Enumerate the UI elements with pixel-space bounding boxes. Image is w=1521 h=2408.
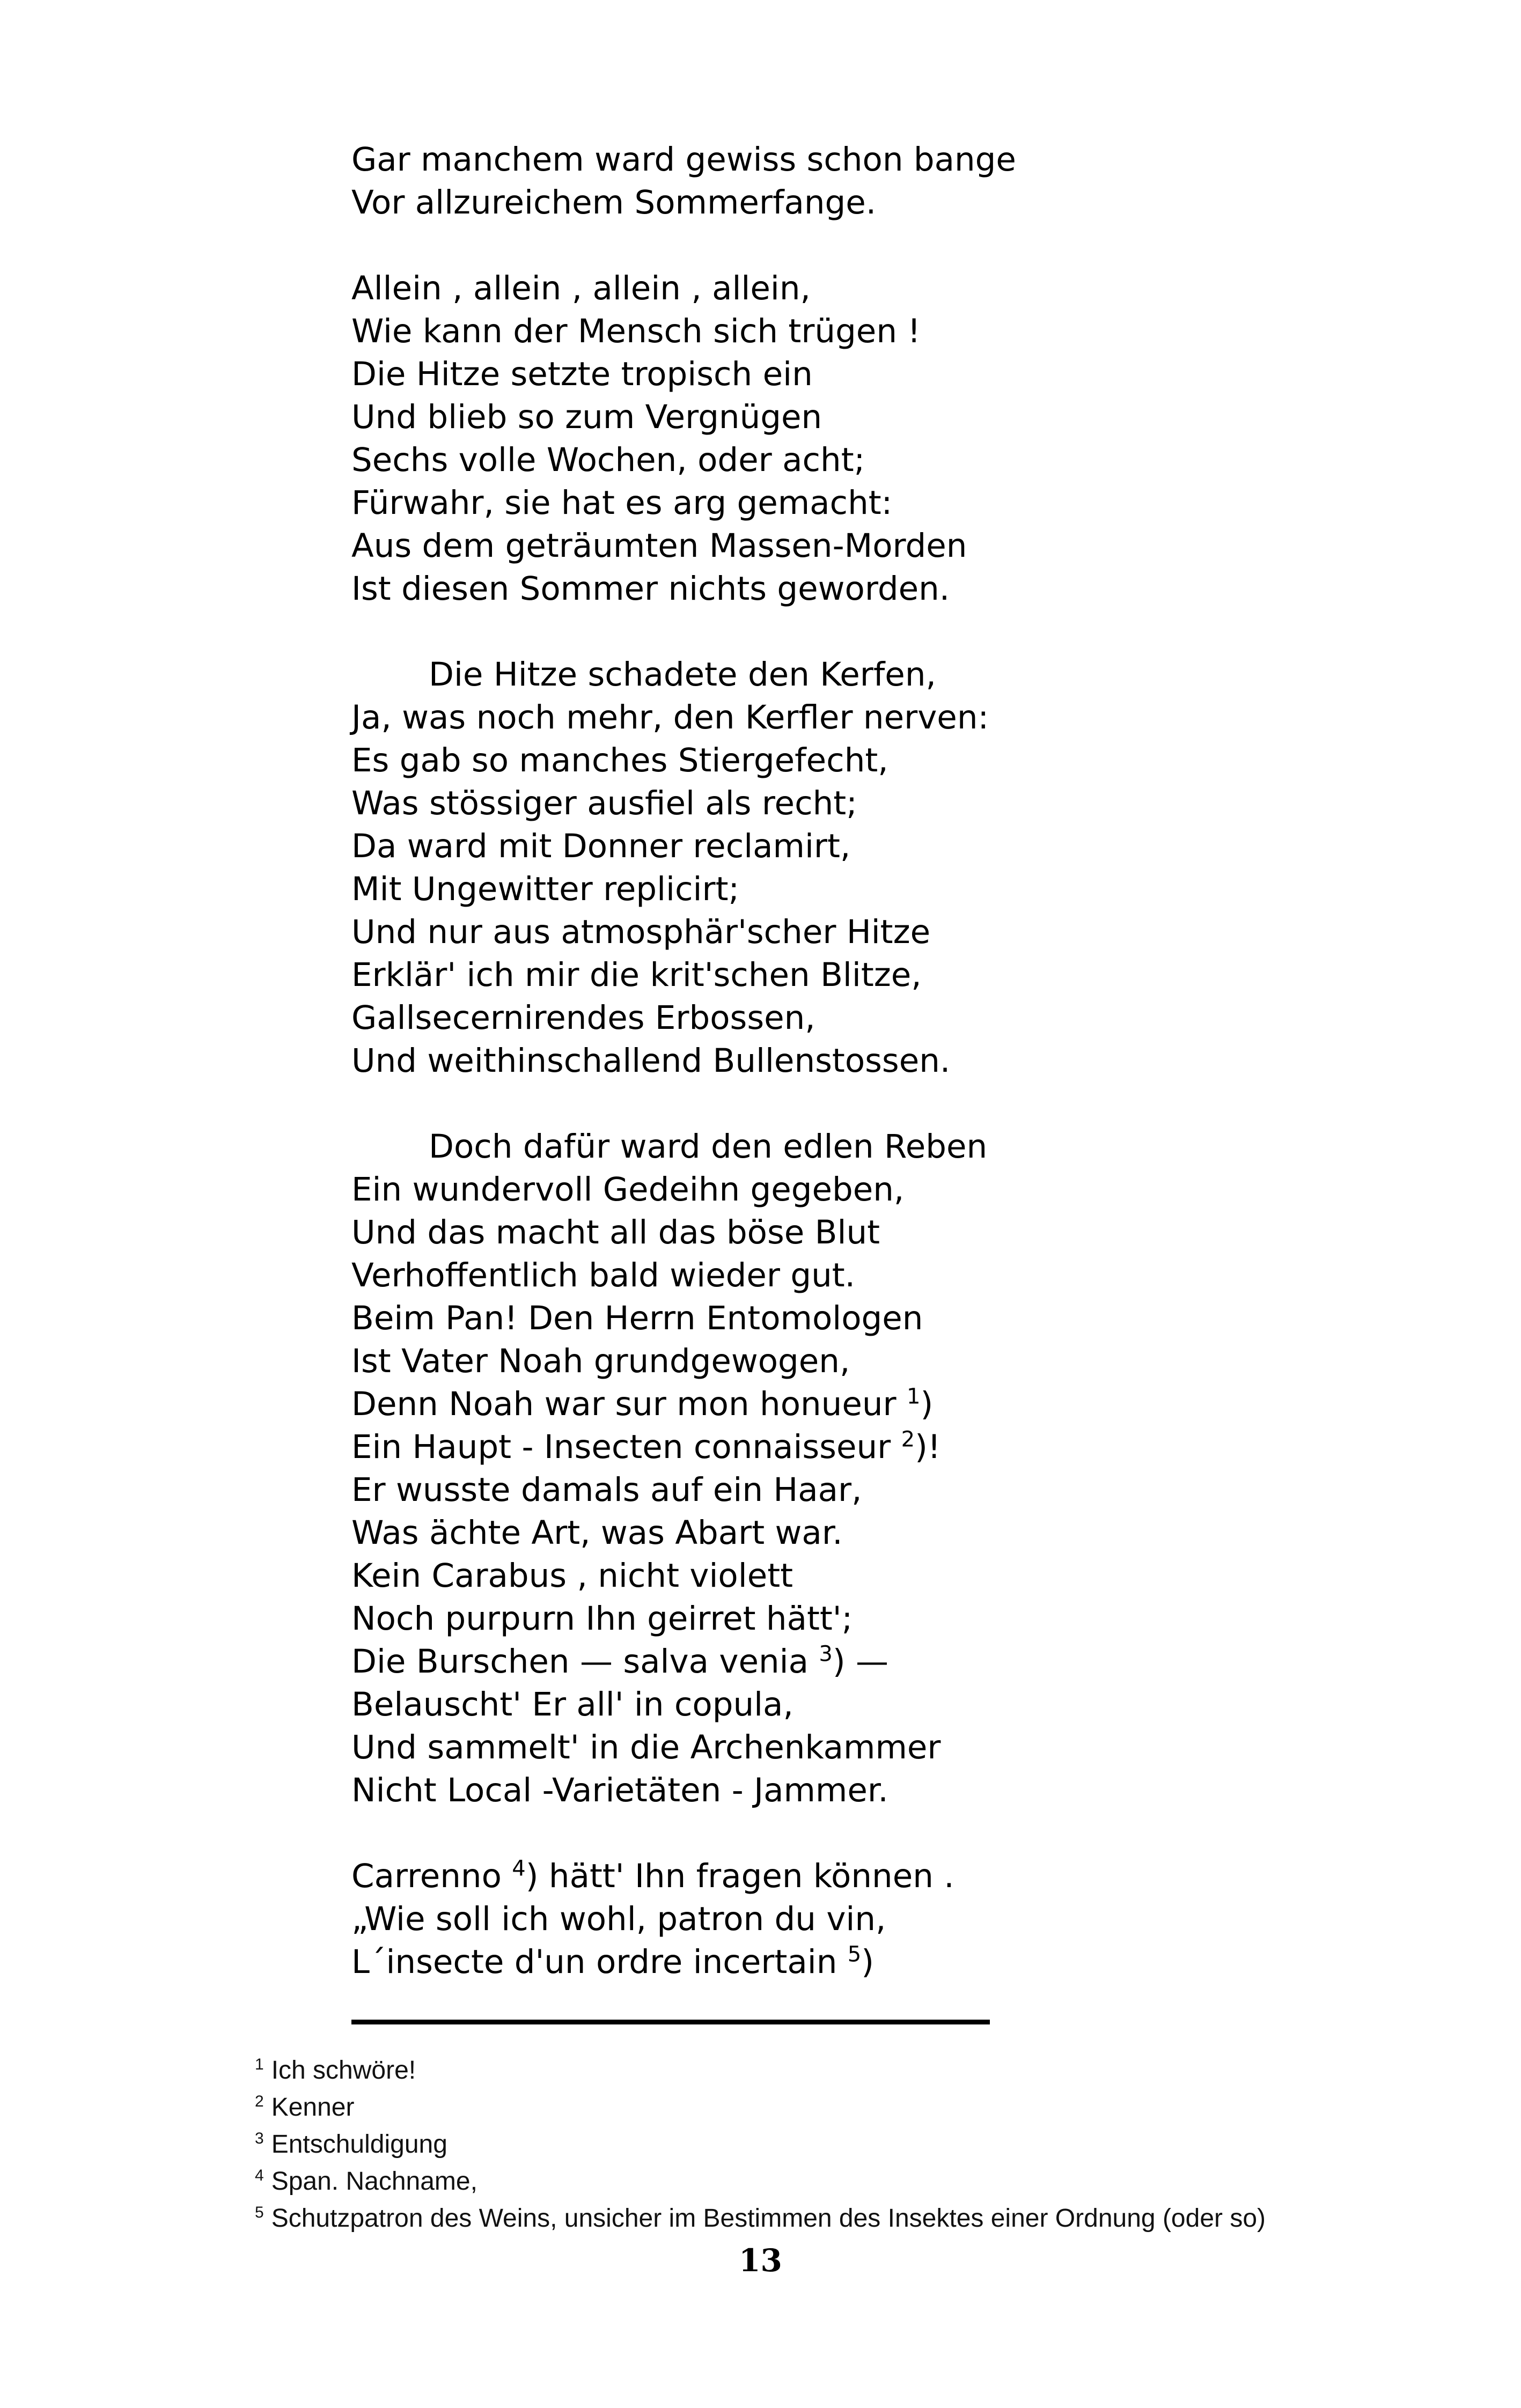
stanza — [351, 267, 1210, 610]
poem-line-text: Mit Ungewitter replicirt; — [351, 870, 740, 908]
poem-line — [351, 1168, 1210, 1211]
poem-line-text: Sechs volle Wochen, oder acht; — [351, 441, 865, 479]
poem-line — [351, 782, 1210, 825]
poem-line-text: Doch dafür ward den edlen Reben — [429, 1128, 988, 1166]
footnote-number: 3 — [255, 2130, 264, 2147]
poem-line — [351, 739, 1210, 782]
poem-line-text: Die Hitze schadete den Kerfen, — [429, 656, 936, 694]
poem-line-text: Und weithinschallend Bullenstossen. — [351, 1042, 951, 1080]
poem-line-text: Was ächte Art, was Abart war. — [351, 1514, 843, 1552]
footnote-item — [255, 2052, 1435, 2089]
poem-line-text: Noch purpurn Ihn geirret hätt'; — [351, 1600, 853, 1638]
poem-line-text: Ein Haupt - Insecten connaisseur — [351, 1428, 901, 1466]
poem-line — [351, 1211, 1210, 1254]
poem-line — [351, 1040, 1210, 1083]
poem-line — [351, 310, 1210, 353]
poem-line-text: „Wie soll ich wohl, patron du vin, — [351, 1900, 886, 1938]
poem-line — [351, 1340, 1210, 1383]
poem-line-text: Aus dem geträumten Massen-Morden — [351, 527, 967, 565]
poem-line — [351, 653, 1210, 696]
poem-line — [351, 396, 1210, 439]
footnote-marker: 5 — [847, 1942, 862, 1967]
poem-line — [351, 1683, 1210, 1726]
poem-line — [351, 1941, 1210, 1984]
poem-line-text: Fürwahr, sie hat es arg gemacht: — [351, 484, 893, 522]
poem-line-trailing-text: )! — [915, 1428, 941, 1466]
footnote-marker: 1 — [907, 1384, 921, 1409]
footnote-number: 2 — [255, 2093, 264, 2110]
footnote-text: Kenner — [271, 2093, 355, 2122]
poem-line-text: Nicht Local -Varietäten - Jammer. — [351, 1771, 888, 1809]
footnote-number: 4 — [255, 2167, 264, 2184]
stanza — [351, 1855, 1210, 1984]
poem-line-text: Da ward mit Donner reclamirt, — [351, 827, 851, 865]
footnote-marker: 2 — [901, 1427, 915, 1452]
poem-line — [351, 1383, 1210, 1426]
poem-line — [351, 568, 1210, 610]
poem-line-text: Denn Noah war sur mon honueur — [351, 1385, 907, 1423]
footnote-marker: 3 — [819, 1641, 833, 1667]
footnote-item — [255, 2126, 1435, 2163]
poem-line — [351, 1640, 1210, 1683]
poem-line-text: Die Hitze setzte tropisch ein — [351, 355, 813, 393]
page-number: 13 — [739, 2242, 782, 2279]
poem-line-text: Es gab so manches Stiergefecht, — [351, 741, 888, 779]
poem-line-trailing-text: ) hätt' Ihn fragen können . — [525, 1857, 954, 1895]
poem-line — [351, 138, 1210, 181]
poem-line-text: Verhoffentlich bald wieder gut. — [351, 1256, 856, 1294]
poem-line — [351, 525, 1210, 568]
poem-line — [351, 1512, 1210, 1555]
poem-line-text: Beim Pan! Den Herrn Entomologen — [351, 1299, 923, 1337]
poem-line — [351, 1426, 1210, 1469]
poem-line-text: Ja, was noch mehr, den Kerfler nerven: — [351, 698, 989, 737]
poem-line-text: Allein , allein , allein , allein, — [351, 269, 811, 307]
poem-line-trailing-text: ) — [861, 1943, 875, 1981]
poem-line-text: L´insecte d'un ordre incertain — [351, 1943, 848, 1981]
stanza — [351, 653, 1210, 1083]
poem-line — [351, 1469, 1210, 1512]
poem-line — [351, 1726, 1210, 1769]
poem-line-text: Er wusste damals auf ein Haar, — [351, 1471, 862, 1509]
footnote-number: 5 — [255, 2204, 264, 2221]
footnote-number: 1 — [255, 2056, 264, 2073]
poem-line-text: Und blieb so zum Vergnügen — [351, 398, 822, 436]
footnote-item — [255, 2089, 1435, 2126]
poem-line-text: Und das macht all das böse Blut — [351, 1213, 880, 1251]
stanza — [351, 138, 1210, 224]
poem-line — [351, 482, 1210, 525]
poem-line-text: Gar manchem ward gewiss schon bange — [351, 141, 1016, 179]
footnote-item — [255, 2163, 1435, 2200]
poem-line — [351, 997, 1210, 1040]
poem-line — [351, 1855, 1210, 1898]
poem-line-text: Und sammelt' in die Archenkammer — [351, 1728, 941, 1766]
poem-line — [351, 1254, 1210, 1297]
stanza — [351, 1125, 1210, 1812]
poem-line-text: Und nur aus atmosphär'scher Hitze — [351, 913, 931, 951]
footnotes — [255, 2052, 1435, 2237]
poem-line-text: Ist diesen Sommer nichts geworden. — [351, 570, 950, 608]
poem-line — [351, 696, 1210, 739]
poem-line-text: Die Burschen — salva venia — [351, 1643, 819, 1681]
poem-line — [351, 1898, 1210, 1941]
footnote-divider — [351, 2020, 990, 2024]
poem-line — [351, 954, 1210, 997]
poem-line-text: Ein wundervoll Gedeihn gegeben, — [351, 1170, 905, 1209]
poem-body — [351, 138, 1210, 2027]
footnote-text: Entschuldigung — [271, 2130, 447, 2159]
footnote-text: Span. Nachname, — [271, 2167, 477, 2196]
footnote-marker: 4 — [512, 1856, 526, 1881]
poem-line-text: Wie kann der Mensch sich trügen ! — [351, 312, 921, 350]
poem-line — [351, 868, 1210, 911]
poem-line — [351, 1597, 1210, 1640]
poem-line — [351, 1769, 1210, 1812]
poem-line — [351, 911, 1210, 954]
footnote-item — [255, 2200, 1435, 2237]
poem-line-text: Belauscht' Er all' in copula, — [351, 1685, 793, 1724]
poem-line — [351, 353, 1210, 396]
poem-line — [351, 1125, 1210, 1168]
poem-line-text: Kein Carabus , nicht violett — [351, 1557, 793, 1595]
footnote-text: Ich schwöre! — [271, 2056, 416, 2085]
poem-line-trailing-text: ) — — [832, 1643, 889, 1681]
poem-line — [351, 181, 1210, 224]
poem-line-text: Carrenno — [351, 1857, 512, 1895]
poem-line-text: Erklär' ich mir die krit'schen Blitze, — [351, 956, 922, 994]
poem-line — [351, 267, 1210, 310]
poem-line-text: Ist Vater Noah grundgewogen, — [351, 1342, 850, 1380]
poem-line-text: Was stössiger ausfiel als recht; — [351, 784, 857, 822]
poem-line — [351, 825, 1210, 868]
poem-line-text: Gallsecernirendes Erbossen, — [351, 999, 815, 1037]
poem-line-trailing-text: ) — [920, 1385, 934, 1423]
poem-line — [351, 1297, 1210, 1340]
poem-line — [351, 439, 1210, 482]
poem-line-text: Vor allzureichem Sommerfange. — [351, 183, 877, 222]
poem-line — [351, 1555, 1210, 1597]
footnote-text: Schutzpatron des Weins, unsicher im Bestimmen des Insektes einer Ordnung (oder so) — [271, 2204, 1266, 2233]
